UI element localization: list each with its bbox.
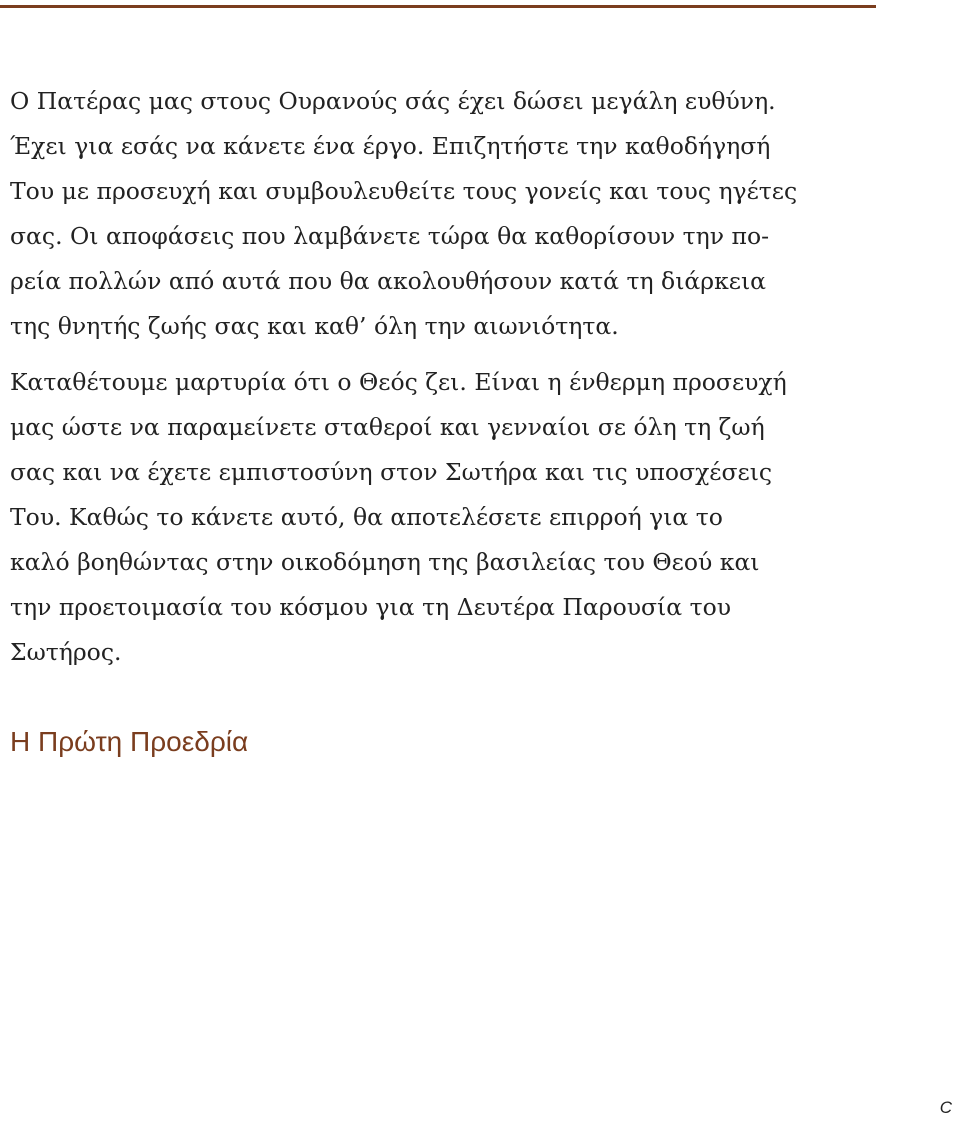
text-line: Σωτήρος. (10, 638, 122, 666)
text-line: Καταθέτουμε μαρτυρία ότι ο Θεός ζει. Είναι η ένθερμη προσευχή (10, 368, 787, 396)
text-line: της θνητής ζωής σας και καθ’ όλη την αιωνιότητα. (10, 312, 619, 340)
text-line: σας και να έχετε εμπιστοσύνη στον Σωτήρα και τις υποσχέσεις (10, 458, 773, 486)
paragraph-testimony (10, 360, 870, 675)
text-line: Του. Καθώς το κάνετε αυτό, θα αποτελέσετε επιρροή για το (10, 503, 723, 531)
text-line: Έχει για εσάς να κάνετε ένα έργο. Επιζητήστε την καθοδήγησή (10, 132, 771, 160)
text-line: καλό βοηθώντας στην οικοδόμηση της βασιλείας του Θεού και (10, 548, 760, 576)
text-line: σας. Οι αποφάσεις που λαμβάνετε τώρα θα καθορίσουν την πο- (10, 222, 770, 250)
page-marker: C (939, 1098, 952, 1117)
letter-body (10, 79, 870, 675)
text-line: την προετοιμασία του κόσμου για τη Δευτέρα Παρουσία του (10, 593, 732, 621)
text-line: μας ώστε να παραμείνετε σταθεροί και γενναίοι σε όλη τη ζωή (10, 413, 765, 441)
text-line: Του με προσευχή και συμβουλευθείτε τους γονείς και τους ηγέτες (10, 177, 798, 205)
paragraph-responsibility (10, 79, 870, 349)
signature-first-presidency: Η Πρώτη Προεδρία (10, 726, 249, 757)
top-divider-rule (0, 5, 876, 8)
text-line: ρεία πολλών από αυτά που θα ακολουθήσουν κατά τη διάρκεια (10, 267, 767, 295)
text-line: Ο Πατέρας μας στους Ουρανούς σάς έχει δώσει μεγάλη ευθύνη. (10, 87, 776, 115)
